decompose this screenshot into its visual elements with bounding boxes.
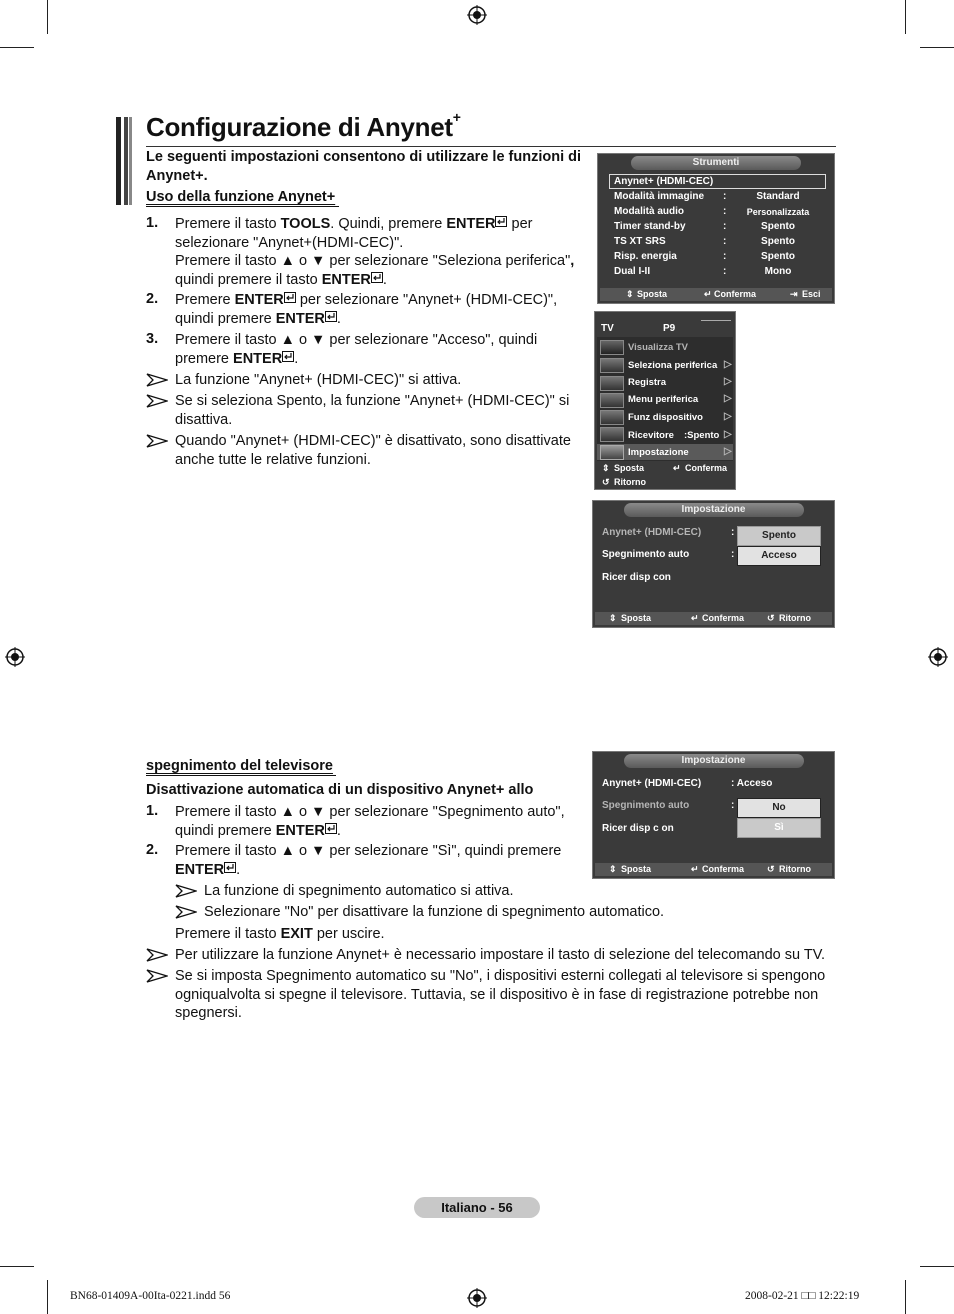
osd-item-label: Impostazione: [628, 447, 689, 458]
section-heading-spegnimento: spegnimento del televisore: [146, 758, 333, 774]
step-1-text: Premere il tasto ▲ o ▼ per selezionare "Spegnimento auto", quindi premere ENTER .: [175, 804, 565, 839]
device-function-icon: [600, 410, 624, 425]
osd-anynet-menu: [594, 311, 736, 490]
osd-footer: ⇕ Sposta ↵ Conferma ↺ Ritorno: [595, 863, 832, 876]
osd-row-label: Modalità audio: [614, 206, 684, 217]
osd-row-label: TS XT SRS: [614, 236, 666, 247]
osd-row-label: Risp. energia: [614, 251, 677, 262]
crop-mark: [905, 0, 906, 34]
osd-item-label: Funz dispositivo: [628, 412, 703, 423]
osd-setup-menu: [592, 751, 835, 879]
crop-mark: [47, 1280, 48, 1314]
step-number: 1.: [146, 803, 159, 819]
note-arrow-icon: [146, 373, 168, 387]
osd-row-sep: :: [731, 527, 735, 538]
osd-title: Strumenti: [631, 156, 801, 170]
osd-row-label: Ricer disp con: [602, 572, 671, 583]
osd-item-label: Seleziona periferica: [628, 360, 718, 371]
crop-mark: [920, 1266, 954, 1267]
osd-item-label: Registra: [628, 377, 667, 388]
crop-mark: [0, 1266, 34, 1267]
chevron-right-icon: ▷: [724, 376, 732, 387]
enter-icon: [495, 216, 507, 227]
exit-instruction: Premere il tasto EXIT per uscire.: [175, 926, 385, 942]
osd-footer: ⇕ Sposta ↵ Conferma ↺ Ritorno: [595, 612, 832, 625]
step-2-text: Premere ENTER per selezionare "Anynet+ (HDMI-CEC)", quindi premere ENTER .: [175, 292, 558, 327]
osd-option[interactable]: Spento: [737, 526, 821, 546]
heading-underline: [146, 206, 339, 207]
osd-channel-label: P9: [663, 323, 676, 334]
osd-footer: ⇕ Sposta ↵ Conferma ⇥ Esci: [600, 288, 832, 301]
osd-row-value: Mono: [764, 266, 792, 277]
move-icon: ⇕: [609, 613, 617, 623]
heading-underline: [146, 775, 336, 776]
chevron-right-icon: ▷: [724, 411, 732, 422]
osd-row-value: : Acceso: [731, 778, 773, 789]
osd-row-label: Spegnimento auto: [602, 549, 690, 560]
section-heading-uso: Uso della funzione Anynet+: [146, 189, 336, 205]
note-text: Selezionare "No" per disattivare la funzione di spegnimento automatico.: [204, 904, 665, 920]
osd-footer-label: Sposta: [614, 463, 645, 473]
osd-row-sep: :: [723, 206, 727, 217]
osd-row-label: Ricer disp c on: [602, 823, 674, 834]
crop-mark: [920, 47, 954, 48]
osd-row-value: Spento: [761, 236, 795, 247]
note-text: Per utilizzare la funzione Anynet+ è necessario impostare il tasto di selezione del telecomando su TV.: [175, 947, 826, 963]
device-receiver-icon: [600, 427, 624, 442]
chevron-right-icon: ▷: [724, 429, 732, 440]
note-arrow-icon: [175, 884, 197, 898]
osd-item-label: Visualizza TV: [628, 342, 689, 353]
note-text: Quando "Anynet+ (HDMI-CEC)" è disattivato, sono disattivate anche tutte le relative funzioni.: [175, 433, 571, 468]
enter-icon: [325, 823, 337, 834]
note-text: Se si seleziona Spento, la funzione "Anynet+ (HDMI-CEC)" si disattiva.: [175, 393, 570, 428]
enter-icon: ↵: [673, 463, 681, 473]
osd-title: Impostazione: [624, 754, 804, 768]
crop-mark: [905, 1280, 906, 1314]
note-text: La funzione di spegnimento automatico si attiva.: [204, 883, 514, 899]
move-icon: ⇕: [609, 864, 617, 874]
note-arrow-icon: [146, 434, 168, 448]
osd-title: Impostazione: [624, 503, 804, 517]
page-title: Configurazione di Anynet+: [146, 109, 461, 142]
osd-footer-label: Ritorno: [614, 477, 646, 487]
crop-mark: [47, 0, 48, 34]
move-icon: ⇕: [602, 463, 610, 473]
osd-row-label: Timer stand-by: [614, 221, 686, 232]
chevron-right-icon: ▷: [724, 359, 732, 370]
osd-row-label: Modalità immagine: [614, 191, 705, 202]
title-rule: [146, 146, 836, 147]
step-2-text: Premere il tasto ▲ o ▼ per selezionare "Sì", quindi premere ENTER .: [175, 843, 562, 878]
return-icon: ↺: [602, 477, 610, 487]
osd-option-selected[interactable]: Acceso: [737, 546, 821, 566]
step-1-text: Premere il tasto TOOLS. Quindi, premere ENTER per selezionare "Anynet+(HDMI-CEC)". Premere il tasto ▲ o ▼ per selezionare "Seleziona periferica", quindi premere il tasto ENTER .: [175, 216, 575, 288]
crop-mark: [0, 47, 34, 48]
step-number: 2.: [146, 291, 159, 307]
registration-mark-icon: [467, 5, 487, 25]
print-footer-left: BN68-01409A-00Ita-0221.indd 56: [70, 1290, 231, 1302]
osd-source-label: TV: [601, 323, 614, 334]
osd-item-value: :Spento: [684, 430, 720, 441]
title-decoration-bar: [116, 117, 132, 205]
settings-gear-icon: [600, 445, 624, 460]
osd-row-value: Standard: [756, 191, 800, 202]
osd-row-value: Spento: [761, 251, 795, 262]
note-text: Se si imposta Spegnimento automatico su "No", i dispositivi esterni collegati al televisore si spengono ogniqualvolta si spegne il televisore. Tuttavia, se il dispositivo è in fase di registrazione potrebbe non spegnersi.: [175, 968, 826, 1021]
osd-row-label: Dual I-II: [614, 266, 651, 277]
osd-row-value: Personalizzata: [746, 207, 810, 217]
registration-mark-icon: [928, 647, 948, 667]
enter-icon: [282, 351, 294, 362]
chevron-right-icon: ▷: [724, 393, 732, 404]
chevron-right-icon: ▷: [724, 446, 732, 457]
enter-icon: ↵: [704, 289, 712, 299]
note-arrow-icon: [146, 969, 168, 983]
osd-option[interactable]: Sì: [737, 818, 821, 838]
intro-text: Le seguenti impostazioni consentono di utilizzare le funzioni di Anynet+.: [146, 149, 582, 184]
note-arrow-icon: [175, 905, 197, 919]
enter-icon: [224, 862, 236, 873]
osd-row-label: Anynet+ (HDMI-CEC): [602, 527, 702, 538]
device-tv-icon: [600, 340, 624, 355]
osd-row-sep: :: [723, 266, 727, 277]
note-text: La funzione "Anynet+ (HDMI-CEC)" si attiva.: [175, 372, 462, 388]
osd-row-sep: :: [723, 251, 727, 262]
step-number: 3.: [146, 331, 159, 347]
osd-setup-menu: [592, 500, 835, 628]
step-number: 1.: [146, 215, 159, 231]
osd-row-sep: :: [723, 221, 727, 232]
osd-row-label: Anynet+ (HDMI-CEC): [602, 778, 702, 789]
osd-item-label: Ricevitore: [628, 430, 674, 441]
enter-icon: ↵: [691, 613, 699, 623]
enter-icon: [284, 292, 296, 303]
anynet-logo-icon: [701, 313, 731, 321]
osd-row-value: Spento: [761, 221, 795, 232]
exit-icon: ⇥: [790, 289, 798, 299]
osd-tools-menu: [597, 153, 835, 304]
osd-row-sep: :: [723, 236, 727, 247]
osd-row-label: Anynet+ (HDMI-CEC): [614, 176, 714, 187]
osd-row-value: :: [731, 800, 735, 811]
osd-item-label: Menu periferica: [628, 394, 699, 405]
return-icon: ↺: [767, 613, 775, 623]
step-3-text: Premere il tasto ▲ o ▼ per selezionare "Acceso", quindi premere ENTER .: [175, 332, 538, 367]
enter-icon: [371, 272, 383, 283]
osd-row-sep: :: [723, 191, 727, 202]
return-icon: ↺: [767, 864, 775, 874]
page-number-badge: Italiano - 56: [414, 1197, 540, 1218]
device-menu-icon: [600, 393, 624, 408]
osd-footer-label: Conferma: [685, 463, 728, 473]
device-recorder-icon: [600, 358, 624, 373]
section-subheading: Disattivazione automatica di un dispositivo Anynet+ allo: [146, 782, 534, 798]
enter-icon: [325, 311, 337, 322]
registration-mark-icon: [467, 1288, 487, 1308]
move-icon: ⇕: [626, 289, 634, 299]
step-number: 2.: [146, 842, 159, 858]
osd-row-label: Spegnimento auto: [602, 800, 690, 811]
note-arrow-icon: [146, 394, 168, 408]
note-arrow-icon: [146, 948, 168, 962]
osd-option-selected[interactable]: No: [737, 798, 821, 818]
registration-mark-icon: [5, 647, 25, 667]
enter-icon: ↵: [691, 864, 699, 874]
osd-row-sep: :: [731, 549, 735, 560]
print-footer-right: 2008-02-21 □□ 12:22:19: [745, 1290, 860, 1302]
device-recorder-icon: [600, 376, 624, 391]
